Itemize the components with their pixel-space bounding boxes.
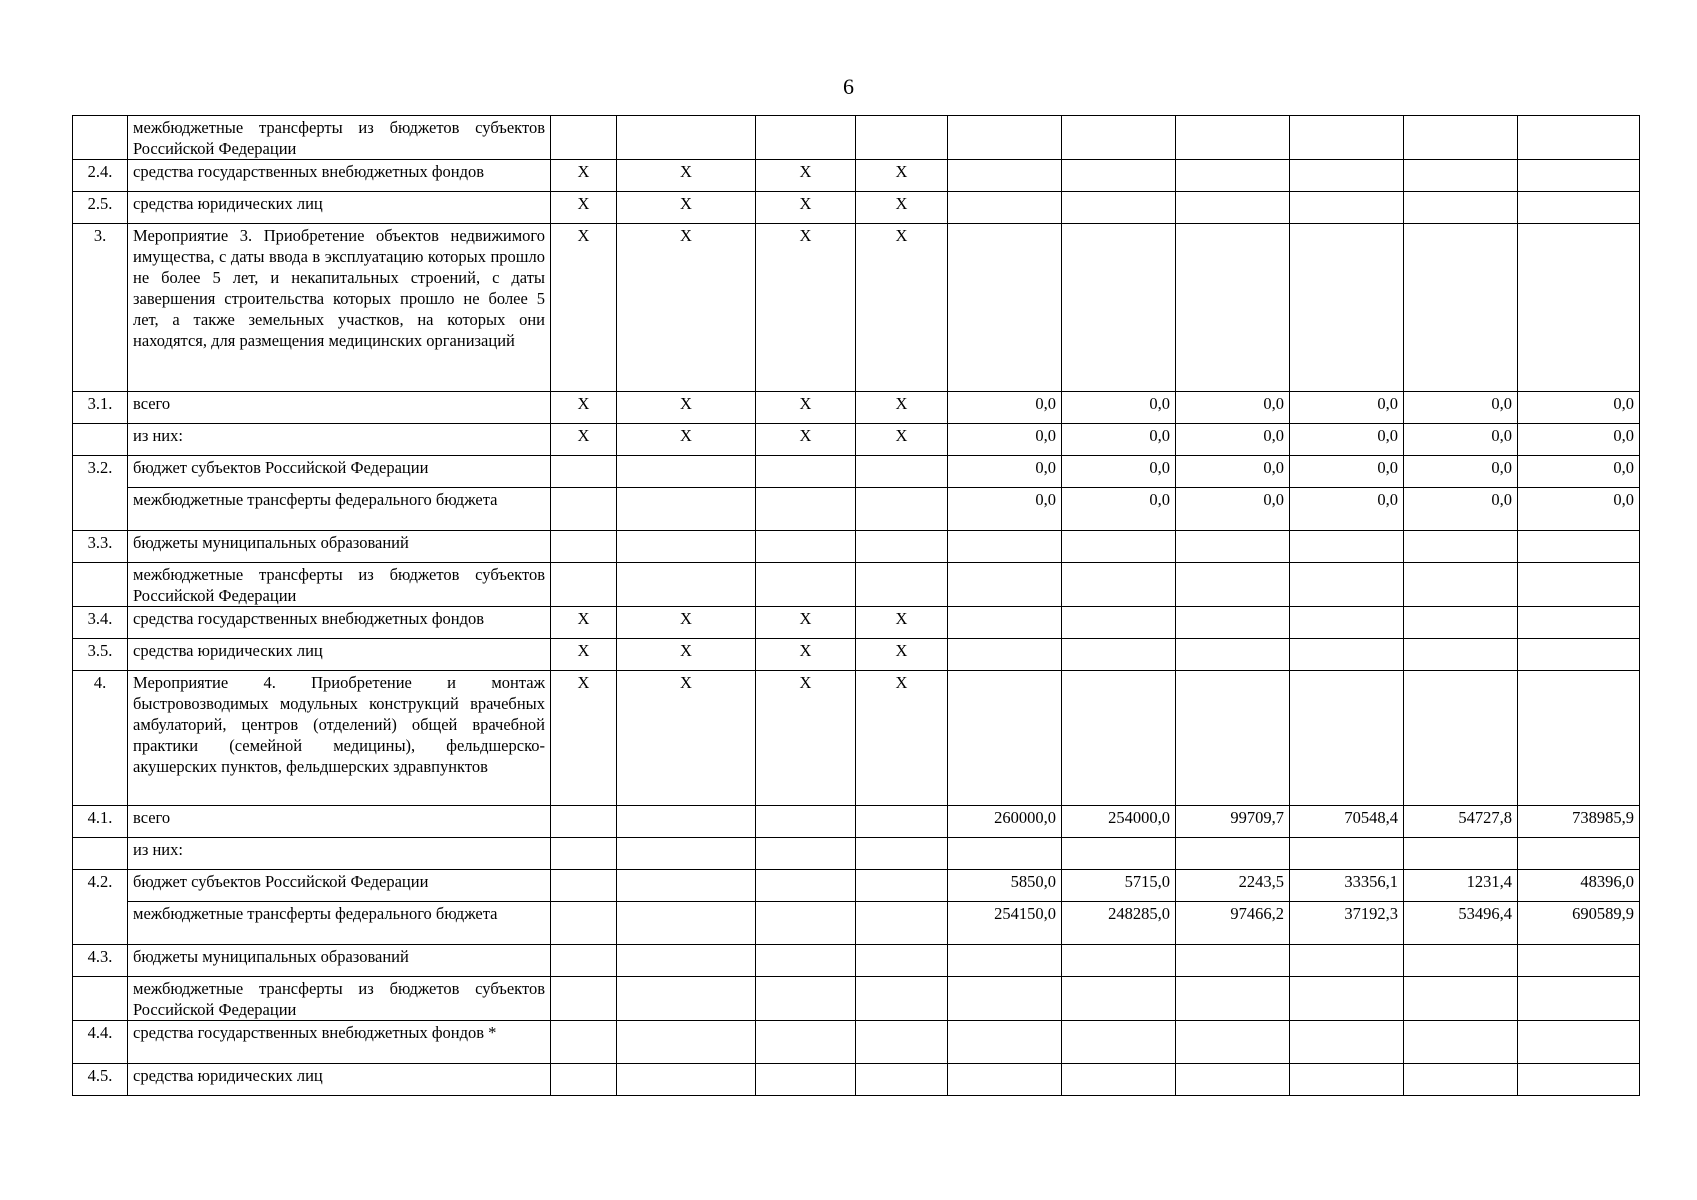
- value-cell: [1062, 1064, 1176, 1096]
- value-cell: [1176, 1064, 1290, 1096]
- value-cell: [1518, 192, 1640, 224]
- mark-cell: X: [551, 224, 617, 392]
- mark-cell: [856, 902, 948, 945]
- mark-cell: [756, 456, 856, 488]
- value-cell: [1062, 563, 1176, 607]
- value-cell: [948, 671, 1062, 806]
- value-cell: [1062, 116, 1176, 160]
- value-cell: 0,0: [1404, 424, 1518, 456]
- value-cell: [1176, 563, 1290, 607]
- row-number: 4.3.: [73, 945, 128, 977]
- mark-cell: [756, 977, 856, 1021]
- mark-cell: [856, 977, 948, 1021]
- value-cell: [1290, 977, 1404, 1021]
- value-cell: [948, 639, 1062, 671]
- mark-cell: [756, 945, 856, 977]
- value-cell: [1404, 116, 1518, 160]
- value-cell: [1290, 563, 1404, 607]
- mark-cell: [756, 1064, 856, 1096]
- row-description: межбюджетные трансферты из бюджетов субъектов Российской Федерации: [128, 116, 551, 160]
- mark-cell: [617, 838, 756, 870]
- mark-cell: X: [756, 392, 856, 424]
- value-cell: [1176, 160, 1290, 192]
- value-cell: [1290, 671, 1404, 806]
- value-cell: [1518, 116, 1640, 160]
- mark-cell: X: [756, 424, 856, 456]
- row-number: 3.3.: [73, 531, 128, 563]
- mark-cell: [617, 116, 756, 160]
- value-cell: [1290, 1021, 1404, 1064]
- row-number: 4.1.: [73, 806, 128, 838]
- value-cell: 690589,9: [1518, 902, 1640, 945]
- value-cell: 5850,0: [948, 870, 1062, 902]
- mark-cell: X: [856, 224, 948, 392]
- value-cell: [1404, 1021, 1518, 1064]
- value-cell: 37192,3: [1290, 902, 1404, 945]
- table-row: [73, 806, 1640, 838]
- row-description: бюджет субъектов Российской Федерации: [128, 456, 551, 488]
- value-cell: [1062, 945, 1176, 977]
- value-cell: 248285,0: [1062, 902, 1176, 945]
- mark-cell: [856, 456, 948, 488]
- value-cell: [1404, 224, 1518, 392]
- value-cell: [1176, 531, 1290, 563]
- row-description: из них:: [128, 838, 551, 870]
- value-cell: [1518, 671, 1640, 806]
- value-cell: [1404, 563, 1518, 607]
- row-number: [73, 424, 128, 456]
- value-cell: [1518, 639, 1640, 671]
- row-description: межбюджетные трансферты из бюджетов субъектов Российской Федерации: [128, 977, 551, 1021]
- value-cell: 254000,0: [1062, 806, 1176, 838]
- mark-cell: X: [617, 639, 756, 671]
- table-row: [73, 424, 1640, 456]
- value-cell: 0,0: [1062, 488, 1176, 531]
- value-cell: [1518, 563, 1640, 607]
- row-description: Мероприятие 4. Приобретение и монтаж быстровозводимых модульных конструкций врачебных амбулаторий, центров (отделений) общей врачебной практики (семейной медицины), фельдшерско-акушерских пунктов, фельдшерских здравпунктов: [128, 671, 551, 806]
- value-cell: 0,0: [1062, 392, 1176, 424]
- value-cell: [1404, 160, 1518, 192]
- mark-cell: [551, 1021, 617, 1064]
- mark-cell: X: [551, 160, 617, 192]
- mark-cell: [856, 563, 948, 607]
- row-description: средства юридических лиц: [128, 192, 551, 224]
- value-cell: [1176, 607, 1290, 639]
- row-number: 3.1.: [73, 392, 128, 424]
- mark-cell: [617, 563, 756, 607]
- mark-cell: [551, 1064, 617, 1096]
- value-cell: 0,0: [1290, 488, 1404, 531]
- value-cell: [1518, 160, 1640, 192]
- mark-cell: X: [856, 639, 948, 671]
- row-number: 3.4.: [73, 607, 128, 639]
- value-cell: 2243,5: [1176, 870, 1290, 902]
- value-cell: 254150,0: [948, 902, 1062, 945]
- mark-cell: X: [617, 160, 756, 192]
- value-cell: [1404, 531, 1518, 563]
- value-cell: [1176, 116, 1290, 160]
- mark-cell: X: [617, 192, 756, 224]
- row-description: средства юридических лиц: [128, 1064, 551, 1096]
- value-cell: [1176, 838, 1290, 870]
- row-number: [73, 116, 128, 160]
- mark-cell: [617, 488, 756, 531]
- value-cell: 5715,0: [1062, 870, 1176, 902]
- table-body: [73, 116, 1640, 1096]
- value-cell: [1404, 838, 1518, 870]
- value-cell: 99709,7: [1176, 806, 1290, 838]
- mark-cell: X: [551, 607, 617, 639]
- mark-cell: [756, 531, 856, 563]
- row-number: 3.5.: [73, 639, 128, 671]
- value-cell: [1176, 977, 1290, 1021]
- value-cell: [1062, 977, 1176, 1021]
- row-number: 4.: [73, 671, 128, 806]
- table-row: [73, 639, 1640, 671]
- row-number: [73, 838, 128, 870]
- row-number: 2.5.: [73, 192, 128, 224]
- mark-cell: [617, 531, 756, 563]
- row-number: 4.4.: [73, 1021, 128, 1064]
- value-cell: [1290, 607, 1404, 639]
- row-number: 4.2.: [73, 870, 128, 945]
- value-cell: [1404, 945, 1518, 977]
- mark-cell: X: [756, 671, 856, 806]
- mark-cell: [617, 1064, 756, 1096]
- mark-cell: [756, 806, 856, 838]
- value-cell: 0,0: [1176, 488, 1290, 531]
- value-cell: 53496,4: [1404, 902, 1518, 945]
- value-cell: [948, 945, 1062, 977]
- value-cell: [948, 838, 1062, 870]
- mark-cell: X: [756, 639, 856, 671]
- value-cell: [1062, 192, 1176, 224]
- mark-cell: X: [551, 424, 617, 456]
- value-cell: 0,0: [1290, 424, 1404, 456]
- row-description: бюджеты муниципальных образований: [128, 531, 551, 563]
- value-cell: [1290, 1064, 1404, 1096]
- value-cell: 0,0: [1404, 392, 1518, 424]
- row-description: бюджеты муниципальных образований: [128, 945, 551, 977]
- value-cell: [948, 1021, 1062, 1064]
- mark-cell: [856, 838, 948, 870]
- row-number: 2.4.: [73, 160, 128, 192]
- value-cell: [1290, 639, 1404, 671]
- value-cell: 70548,4: [1290, 806, 1404, 838]
- table-row: [73, 945, 1640, 977]
- table-row: [73, 456, 1640, 488]
- mark-cell: [756, 1021, 856, 1064]
- mark-cell: [856, 488, 948, 531]
- value-cell: [1518, 607, 1640, 639]
- row-description: межбюджетные трансферты из бюджетов субъектов Российской Федерации: [128, 563, 551, 607]
- value-cell: [1176, 1021, 1290, 1064]
- value-cell: [1404, 1064, 1518, 1096]
- mark-cell: [856, 531, 948, 563]
- mark-cell: [551, 945, 617, 977]
- value-cell: [1062, 531, 1176, 563]
- mark-cell: [856, 945, 948, 977]
- value-cell: [1404, 671, 1518, 806]
- row-number: 3.2.: [73, 456, 128, 531]
- mark-cell: X: [856, 160, 948, 192]
- row-description: Мероприятие 3. Приобретение объектов недвижимого имущества, с даты ввода в эксплуатацию которых прошло не более 5 лет, и некапитальных строений, с даты завершения строительства которых прошло не более 5 лет, а также земельных участков, на которых они находятся, для размещения медицинских организаций: [128, 224, 551, 392]
- value-cell: [948, 116, 1062, 160]
- mark-cell: [856, 806, 948, 838]
- mark-cell: X: [551, 392, 617, 424]
- mark-cell: [856, 870, 948, 902]
- value-cell: [1518, 977, 1640, 1021]
- value-cell: [1404, 192, 1518, 224]
- value-cell: [948, 607, 1062, 639]
- value-cell: 0,0: [1404, 456, 1518, 488]
- value-cell: 738985,9: [1518, 806, 1640, 838]
- value-cell: 0,0: [948, 488, 1062, 531]
- mark-cell: [551, 870, 617, 902]
- mark-cell: X: [756, 607, 856, 639]
- value-cell: [948, 1064, 1062, 1096]
- value-cell: [1290, 531, 1404, 563]
- mark-cell: X: [617, 671, 756, 806]
- table-row: [73, 870, 1640, 902]
- mark-cell: X: [856, 192, 948, 224]
- value-cell: [1290, 945, 1404, 977]
- value-cell: [948, 977, 1062, 1021]
- table-row: [73, 392, 1640, 424]
- table-row: [73, 671, 1640, 806]
- value-cell: [948, 531, 1062, 563]
- value-cell: [1404, 639, 1518, 671]
- mark-cell: X: [856, 671, 948, 806]
- mark-cell: [756, 870, 856, 902]
- value-cell: 0,0: [1290, 392, 1404, 424]
- mark-cell: [551, 563, 617, 607]
- row-description: средства государственных внебюджетных фондов *: [128, 1021, 551, 1064]
- mark-cell: [617, 456, 756, 488]
- value-cell: [948, 192, 1062, 224]
- mark-cell: [856, 1064, 948, 1096]
- value-cell: 0,0: [1062, 424, 1176, 456]
- value-cell: [948, 224, 1062, 392]
- value-cell: 97466,2: [1176, 902, 1290, 945]
- value-cell: 0,0: [948, 456, 1062, 488]
- mark-cell: [551, 488, 617, 531]
- mark-cell: X: [551, 671, 617, 806]
- page-number: 6: [843, 74, 854, 99]
- value-cell: 1231,4: [1404, 870, 1518, 902]
- row-description: из них:: [128, 424, 551, 456]
- value-cell: 0,0: [1518, 456, 1640, 488]
- table-row: [73, 116, 1640, 160]
- value-cell: [1404, 977, 1518, 1021]
- value-cell: 0,0: [1404, 488, 1518, 531]
- value-cell: [1062, 639, 1176, 671]
- budget-table: [72, 115, 1640, 1096]
- value-cell: 0,0: [1176, 424, 1290, 456]
- value-cell: [1518, 531, 1640, 563]
- mark-cell: X: [617, 392, 756, 424]
- mark-cell: X: [617, 424, 756, 456]
- value-cell: [1404, 607, 1518, 639]
- value-cell: [1062, 1021, 1176, 1064]
- mark-cell: [551, 806, 617, 838]
- mark-cell: X: [756, 224, 856, 392]
- row-description: всего: [128, 806, 551, 838]
- row-number: [73, 563, 128, 607]
- mark-cell: [617, 902, 756, 945]
- mark-cell: [617, 1021, 756, 1064]
- mark-cell: [756, 838, 856, 870]
- mark-cell: [756, 488, 856, 531]
- table-row: [73, 902, 1640, 945]
- value-cell: [1518, 1064, 1640, 1096]
- table-row: [73, 838, 1640, 870]
- mark-cell: X: [551, 639, 617, 671]
- mark-cell: [617, 945, 756, 977]
- value-cell: 33356,1: [1290, 870, 1404, 902]
- value-cell: [1176, 671, 1290, 806]
- mark-cell: [551, 456, 617, 488]
- value-cell: [1062, 607, 1176, 639]
- mark-cell: X: [551, 192, 617, 224]
- mark-cell: X: [756, 160, 856, 192]
- value-cell: 0,0: [1518, 392, 1640, 424]
- table-row: [73, 607, 1640, 639]
- value-cell: 0,0: [948, 424, 1062, 456]
- row-description: межбюджетные трансферты федерального бюджета: [128, 488, 551, 531]
- value-cell: 0,0: [1518, 488, 1640, 531]
- value-cell: 0,0: [1062, 456, 1176, 488]
- value-cell: [1176, 639, 1290, 671]
- value-cell: [1518, 838, 1640, 870]
- row-description: бюджет субъектов Российской Федерации: [128, 870, 551, 902]
- value-cell: 0,0: [1290, 456, 1404, 488]
- value-cell: [1518, 945, 1640, 977]
- value-cell: [1062, 224, 1176, 392]
- mark-cell: [756, 116, 856, 160]
- value-cell: 0,0: [1176, 456, 1290, 488]
- value-cell: 0,0: [948, 392, 1062, 424]
- table-row: [73, 531, 1640, 563]
- value-cell: 54727,8: [1404, 806, 1518, 838]
- row-number: 4.5.: [73, 1064, 128, 1096]
- mark-cell: [551, 838, 617, 870]
- value-cell: 48396,0: [1518, 870, 1640, 902]
- value-cell: [1176, 224, 1290, 392]
- row-description: межбюджетные трансферты федерального бюджета: [128, 902, 551, 945]
- value-cell: [1290, 224, 1404, 392]
- value-cell: 0,0: [1518, 424, 1640, 456]
- value-cell: 260000,0: [948, 806, 1062, 838]
- mark-cell: X: [617, 607, 756, 639]
- value-cell: [1518, 1021, 1640, 1064]
- mark-cell: [617, 870, 756, 902]
- mark-cell: X: [856, 607, 948, 639]
- value-cell: [1176, 192, 1290, 224]
- mark-cell: [856, 116, 948, 160]
- row-description: всего: [128, 392, 551, 424]
- table-row: [73, 563, 1640, 607]
- value-cell: [948, 160, 1062, 192]
- mark-cell: [551, 116, 617, 160]
- value-cell: [1290, 192, 1404, 224]
- value-cell: [1062, 838, 1176, 870]
- value-cell: [1290, 116, 1404, 160]
- row-description: средства юридических лиц: [128, 639, 551, 671]
- row-description: средства государственных внебюджетных фондов: [128, 607, 551, 639]
- table-row: [73, 224, 1640, 392]
- mark-cell: [551, 902, 617, 945]
- mark-cell: [856, 1021, 948, 1064]
- mark-cell: [617, 977, 756, 1021]
- value-cell: [1062, 671, 1176, 806]
- value-cell: [1062, 160, 1176, 192]
- mark-cell: [756, 902, 856, 945]
- mark-cell: X: [856, 424, 948, 456]
- value-cell: [1176, 945, 1290, 977]
- row-number: [73, 977, 128, 1021]
- table-row: [73, 488, 1640, 531]
- value-cell: [1290, 160, 1404, 192]
- mark-cell: [756, 563, 856, 607]
- mark-cell: [551, 977, 617, 1021]
- mark-cell: X: [856, 392, 948, 424]
- table-row: [73, 1064, 1640, 1096]
- row-number: 3.: [73, 224, 128, 392]
- table-row: [73, 192, 1640, 224]
- mark-cell: [617, 806, 756, 838]
- mark-cell: X: [617, 224, 756, 392]
- table-row: [73, 1021, 1640, 1064]
- value-cell: [1290, 838, 1404, 870]
- row-description: средства государственных внебюджетных фондов: [128, 160, 551, 192]
- value-cell: [1518, 224, 1640, 392]
- value-cell: [948, 563, 1062, 607]
- value-cell: 0,0: [1176, 392, 1290, 424]
- mark-cell: X: [756, 192, 856, 224]
- table-row: [73, 160, 1640, 192]
- table-row: [73, 977, 1640, 1021]
- mark-cell: [551, 531, 617, 563]
